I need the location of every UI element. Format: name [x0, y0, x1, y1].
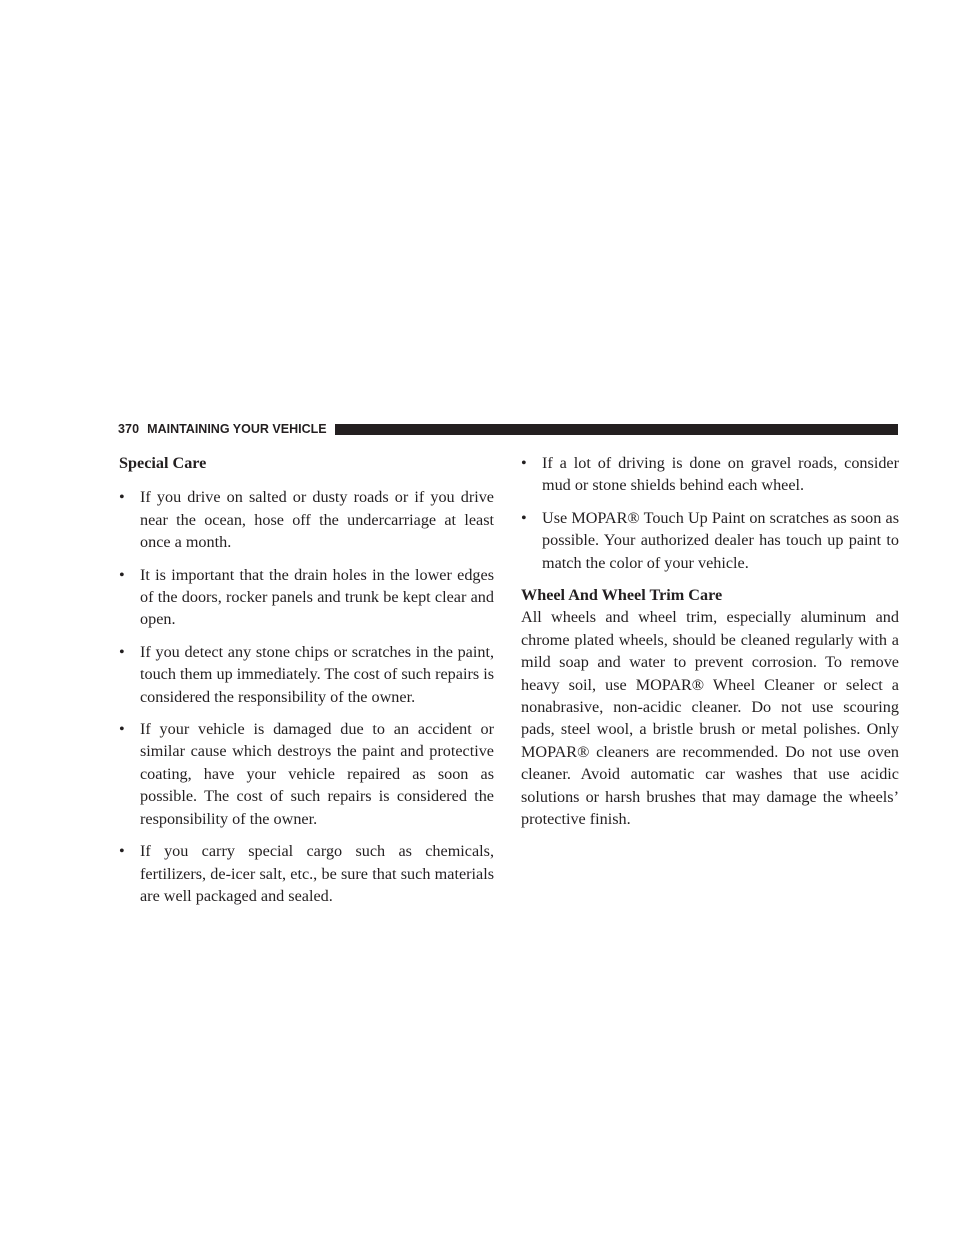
- list-item: [521, 507, 899, 574]
- wheel-care-heading: Wheel And Wheel Trim Care: [521, 586, 723, 605]
- list-item: [119, 641, 494, 708]
- header-rule: [335, 424, 898, 435]
- bullet-icon: •: [521, 454, 527, 472]
- bullet-icon: •: [119, 565, 125, 584]
- section-title: MAINTAINING YOUR VEHICLE: [147, 422, 327, 436]
- right-column: [521, 452, 899, 831]
- list-item-text: Use MOPAR® Touch Up Paint on scratches as soon as possible. Your authorized dealer has touch up paint to match the color of your vehicle.: [542, 508, 899, 572]
- list-item-text: If you detect any stone chips or scratches in the paint, touch them up immediately. The cost of such repairs is considered the responsibility of the owner.: [140, 642, 494, 706]
- bullet-icon: •: [119, 642, 125, 661]
- special-care-list-continued: [521, 452, 899, 574]
- page-header: [118, 420, 898, 438]
- left-column: [119, 452, 494, 917]
- list-item: [119, 564, 494, 631]
- list-item-text: It is important that the drain holes in the lower edges of the doors, rocker panels and trunk be kept clear and open.: [140, 565, 494, 629]
- bullet-icon: •: [119, 842, 125, 861]
- list-item-text: If you carry special cargo such as chemicals, fertilizers, de-icer salt, etc., be sure that such materials are well packaged and sealed.: [140, 842, 494, 905]
- list-item: [119, 718, 494, 830]
- list-item: [119, 486, 494, 553]
- bullet-icon: •: [521, 508, 527, 527]
- special-care-list: [119, 486, 494, 907]
- special-care-heading: Special Care: [119, 454, 207, 472]
- list-item-text: If you drive on salted or dusty roads or if you drive near the ocean, hose off the undercarriage at least once a month.: [140, 488, 494, 552]
- list-item-text: If a lot of driving is done on gravel roads, consider mud or stone shields behind each wheel.: [542, 454, 899, 495]
- wheel-care-paragraph: All wheels and wheel trim, especially aluminum and chrome plated wheels, should be cleaned regularly with a mild soap and water to prevent corrosion. To remove heavy soil, use MOPAR® Wheel Cleaner or select a nonabrasive, non-acidic cleaner. Do not use scouring pads, steel wool, a bristle brush or metal polishes. Only MOPAR® cleaners are recommended. Do not use oven cleaner. Avoid automatic car washes that use acidic solutions or harsh brushes that may damage the wheels’ protective finish.: [521, 608, 899, 829]
- bullet-icon: •: [119, 488, 125, 507]
- list-item: [119, 840, 494, 907]
- list-item-text: If your vehicle is damaged due to an accident or similar cause which destroys the paint and protective coating, have your vehicle repaired as soon as possible. The cost of such repairs is considered the responsibility of the owner.: [140, 720, 494, 828]
- bullet-icon: •: [119, 720, 125, 739]
- page-number: 370: [118, 422, 140, 436]
- list-item: [521, 452, 899, 497]
